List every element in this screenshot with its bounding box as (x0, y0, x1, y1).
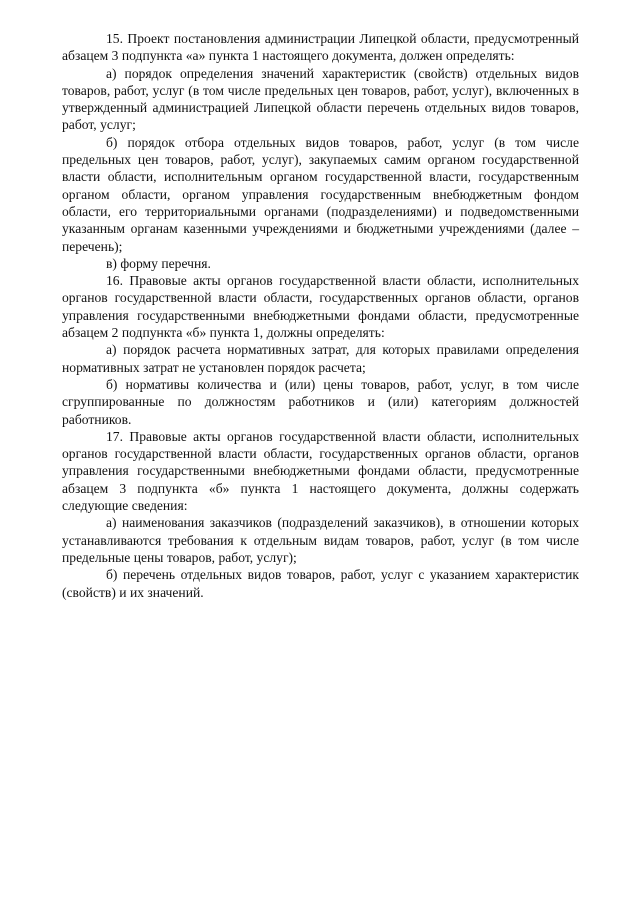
clause-16-paragraph: 16. Правовые акты органов государственной власти области, исполнительных органов государственной власти области, государственных органов области, органов управления государственными внебюджетными фондами области, предусмотренные абзацем 2 подпункта «б» пункта 1, должны определять: (62, 273, 579, 341)
clause-17-item-b: б) перечень отдельных видов товаров, работ, услуг с указанием характеристик (свойств) и их значений. (62, 567, 579, 600)
clause-17-item-a: а) наименования заказчиков (подразделений заказчиков), в отношении которых устанавливаются требования к отдельным видам товаров, работ, услуг (в том числе предельные цены товаров, работ, услуг); (62, 515, 579, 565)
clause-15-item-a: а) порядок определения значений характеристик (свойств) отдельных видов товаров, работ, услуг (в том числе предельных цен товаров, работ, услуг), включенных в утвержденный администрацией Липецкой области перечень отдельных видов товаров, работ, услуг; (62, 65, 579, 133)
clause-17-paragraph: 17. Правовые акты органов государственной власти области, исполнительных органов государственной власти области, государственных органов области, органов управления государственными внебюджетными фондами области, предусмотренные абзацем 3 подпункта «б» пункта 1 настоящего документа, должны содержать следующие сведения: (62, 428, 579, 514)
document-page (62, 30, 579, 601)
clause-15-paragraph: 15. Проект постановления администрации Липецкой области, предусмотренный абзацем 3 подпункта «а» пункта 1 настоящего документа, должен определять: (62, 31, 579, 64)
clause-16-item-b: б) нормативы количества и (или) цены товаров, работ, услуг, в том числе сгруппированные по должностям работников и (или) категориям должностей работников. (62, 376, 579, 427)
clause-15-item-v: в) форму перечня. (106, 255, 211, 271)
clause-16-item-a: а) порядок расчета нормативных затрат, для которых правилами определения нормативных затрат не установлен порядок расчета; (62, 342, 579, 375)
clause-15-item-b: б) порядок отбора отдельных видов товаров, работ, услуг (в том числе предельных цен товаров, работ, услуг), закупаемых самим органом государственной власти области, исполнительным органом государственной власти, государственным органом области, органом управления государственным внебюджетным фондом области, его территориальными органами (подразделениями) и подведомственными указанным органам казенными учреждениями и бюджетными учреждениями (далее – перечень); (62, 134, 579, 254)
